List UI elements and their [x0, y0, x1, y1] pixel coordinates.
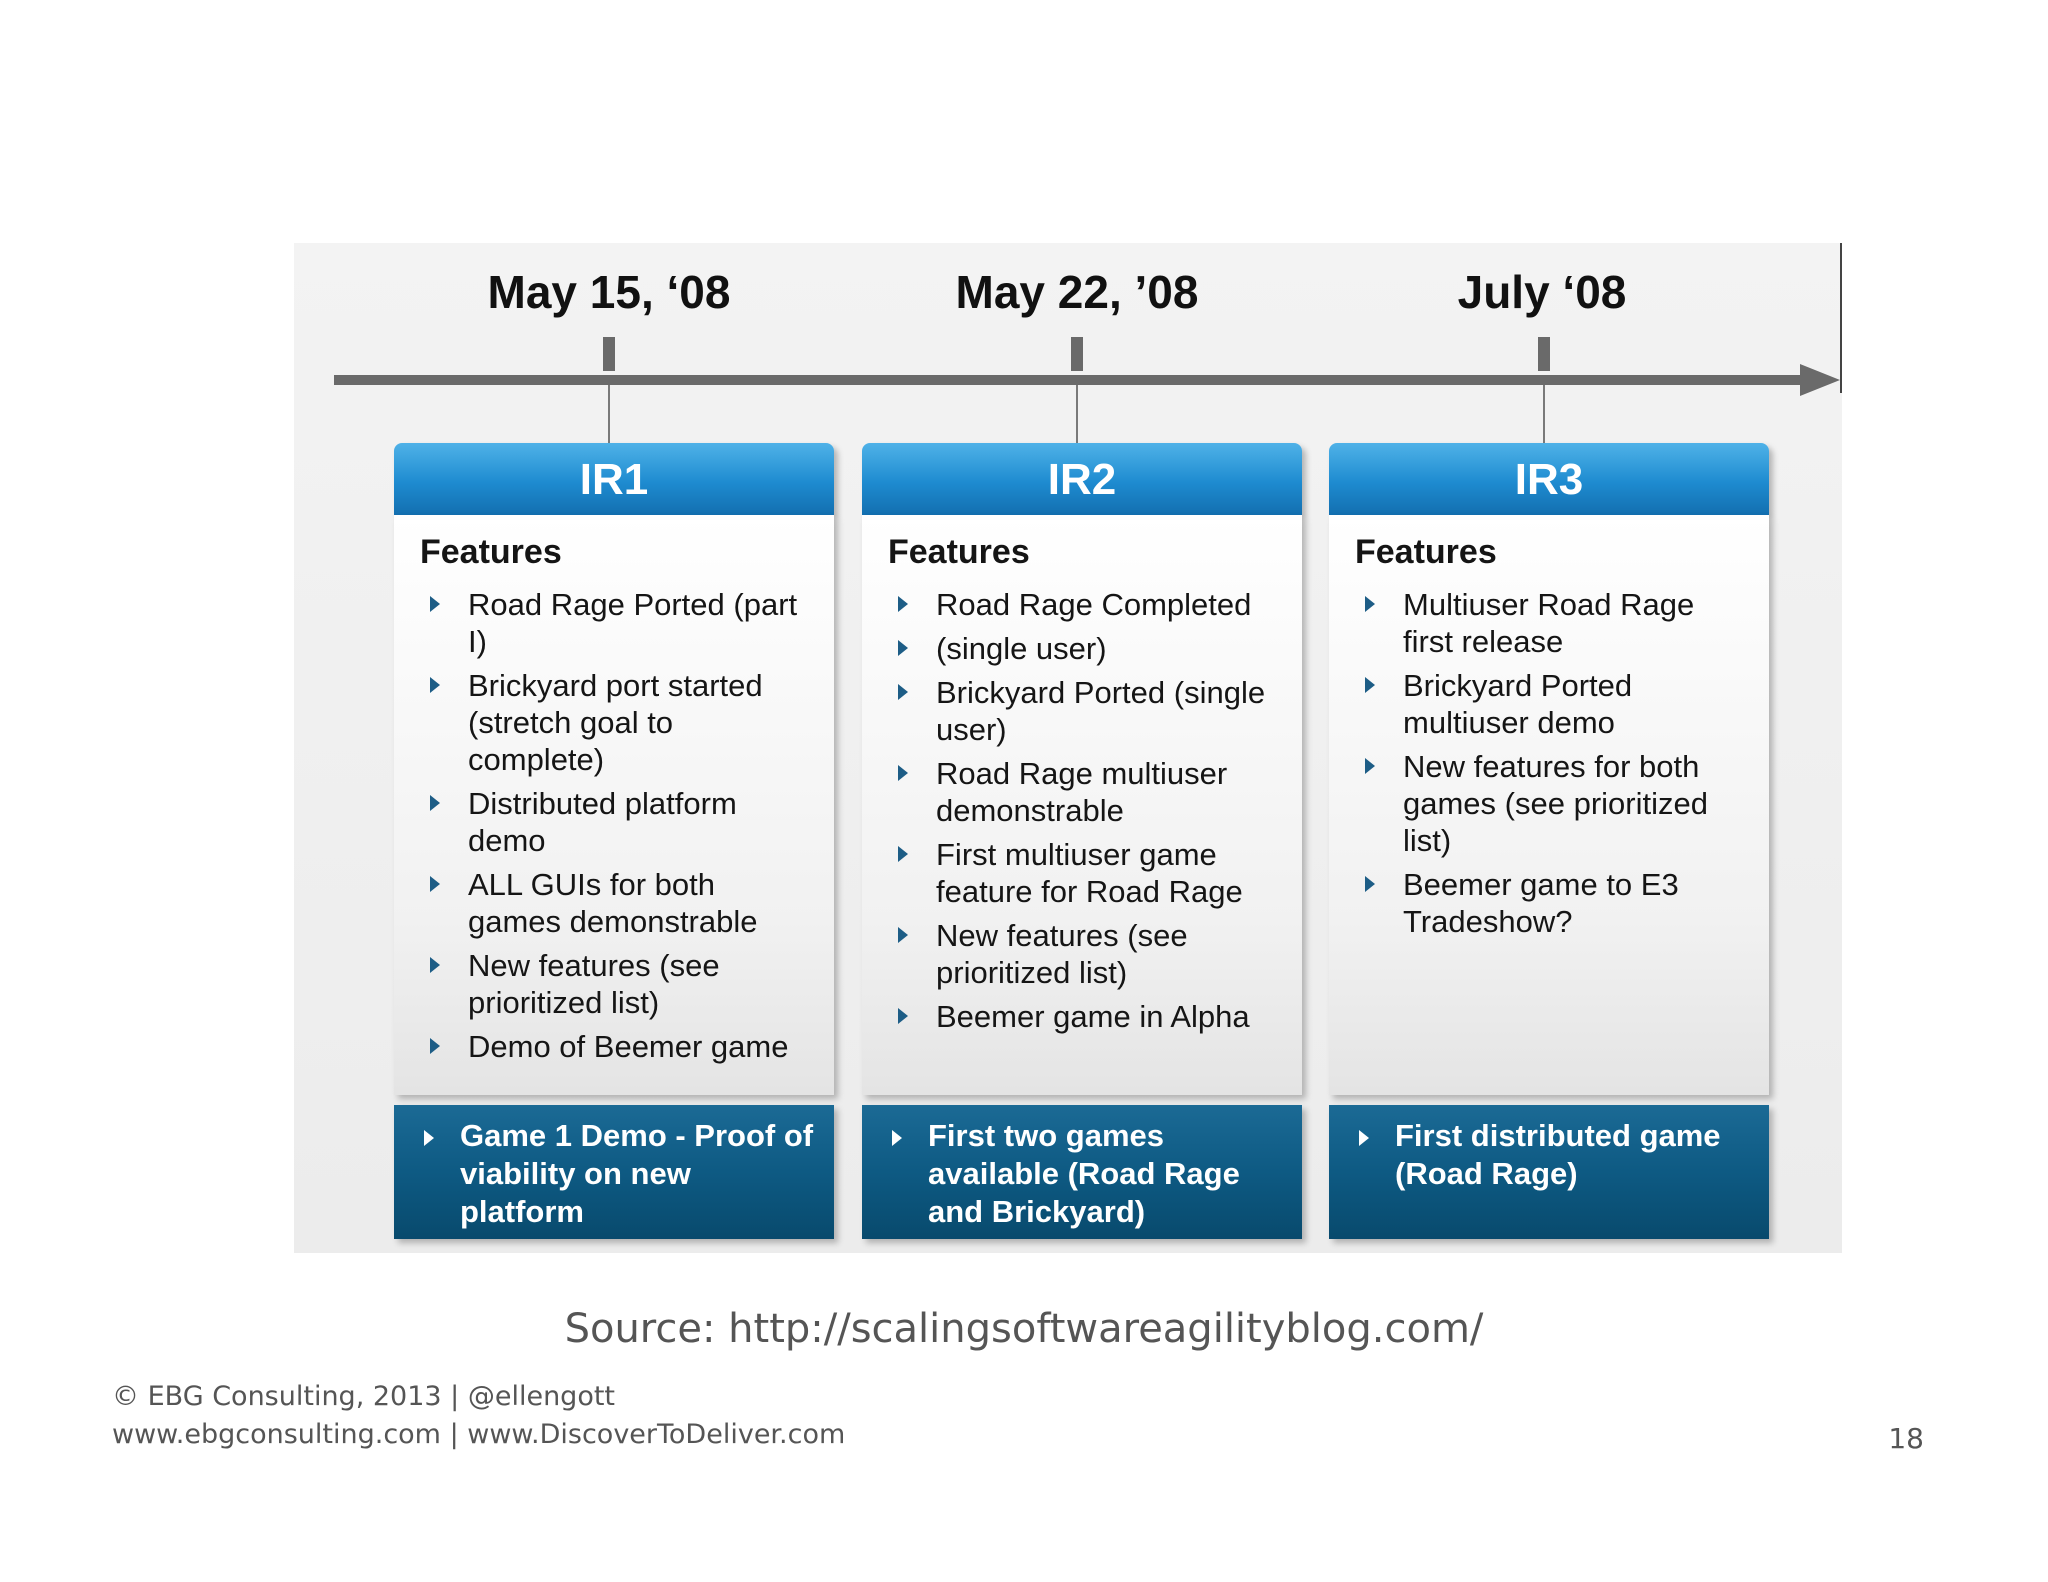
milestone-text: First two games available (Road Rage and Brickyard): [928, 1118, 1240, 1229]
triangle-bullet-icon: [1365, 758, 1375, 774]
release-column-ir1: [394, 443, 834, 1239]
timeline-tick-ir1: [603, 337, 615, 371]
feature-item: [420, 667, 814, 778]
feature-item: [888, 755, 1282, 829]
feature-item: [420, 1028, 814, 1065]
feature-text: Road Rage multiuser demonstrable: [936, 756, 1228, 828]
feature-item: [420, 586, 814, 660]
feature-text: Road Rage Ported (part I): [468, 587, 798, 659]
milestone-panel-ir3: [1329, 1105, 1769, 1239]
triangle-bullet-icon: [898, 1008, 908, 1024]
feature-item: [1355, 667, 1749, 741]
feature-item: [888, 586, 1282, 623]
feature-item: [888, 674, 1282, 748]
feature-text: (single user): [936, 631, 1107, 666]
feature-text: New features (see prioritized list): [936, 918, 1188, 990]
features-title: Features: [888, 533, 1030, 571]
triangle-bullet-icon: [1359, 1130, 1369, 1146]
feature-item: [420, 866, 814, 940]
triangle-bullet-icon: [892, 1130, 902, 1146]
triangle-bullet-icon: [898, 684, 908, 700]
triangle-bullet-icon: [898, 765, 908, 781]
copyright-block: [112, 1378, 845, 1454]
feature-text: Distributed platform demo: [468, 786, 737, 858]
feature-item: [1355, 586, 1749, 660]
feature-text: Road Rage Completed: [936, 587, 1252, 622]
feature-item: [888, 917, 1282, 991]
feature-text: ALL GUIs for both games demonstrable: [468, 867, 758, 939]
triangle-bullet-icon: [430, 596, 440, 612]
features-title: Features: [1355, 533, 1497, 571]
triangle-bullet-icon: [898, 640, 908, 656]
triangle-bullet-icon: [430, 957, 440, 973]
timeline-axis: [334, 375, 1804, 385]
feature-item: [420, 785, 814, 859]
triangle-bullet-icon: [898, 846, 908, 862]
feature-text: Demo of Beemer game: [468, 1029, 789, 1064]
triangle-bullet-icon: [430, 876, 440, 892]
triangle-bullet-icon: [1365, 596, 1375, 612]
feature-text: Brickyard port started (stretch goal to complete): [468, 668, 763, 777]
source-caption: Source: http://scalingsoftwareagilityblog.com/: [564, 1306, 1484, 1352]
feature-item: [888, 998, 1282, 1035]
features-panel-ir1: [394, 515, 834, 1095]
copyright-line: © EBG Consulting, 2013 | @ellengott: [112, 1381, 616, 1412]
features-panel-ir2: [862, 515, 1302, 1095]
triangle-bullet-icon: [430, 1038, 440, 1054]
feature-item: [888, 836, 1282, 910]
feature-text: Brickyard Ported multiuser demo: [1403, 668, 1633, 740]
feature-item: [888, 630, 1282, 667]
feature-text: Brickyard Ported (single user): [936, 675, 1266, 747]
figure-edge-line: [1840, 243, 1842, 393]
feature-text: Multiuser Road Rage first release: [1403, 587, 1695, 659]
milestone-panel-ir2: [862, 1105, 1302, 1239]
timeline-tick-ir2: [1071, 337, 1083, 371]
date-label-ir3: July ‘08: [1457, 266, 1627, 318]
triangle-bullet-icon: [430, 795, 440, 811]
features-panel-ir3: [1329, 515, 1769, 1095]
feature-text: New features (see prioritized list): [468, 948, 720, 1020]
feature-text: First multiuser game feature for Road Rage: [936, 837, 1243, 909]
milestone-text: First distributed game (Road Rage): [1395, 1118, 1721, 1191]
triangle-bullet-icon: [898, 927, 908, 943]
release-column-ir3: [1329, 443, 1769, 1239]
feature-list-ir2: [888, 586, 1282, 1035]
features-title: Features: [420, 533, 562, 571]
feature-text: Beemer game to E3 Tradeshow?: [1403, 867, 1679, 939]
triangle-bullet-icon: [1365, 876, 1375, 892]
feature-item: [420, 947, 814, 1021]
date-label-ir2: May 22, ’08: [955, 266, 1199, 318]
timeline-tick-ir3: [1538, 337, 1550, 371]
date-label-ir1: May 15, ‘08: [487, 266, 731, 318]
feature-text: New features for both games (see prioritized list): [1403, 749, 1708, 858]
triangle-bullet-icon: [898, 596, 908, 612]
feature-text: Beemer game in Alpha: [936, 999, 1250, 1034]
release-header-ir2: IR2: [862, 443, 1302, 515]
feature-list-ir3: [1355, 586, 1749, 940]
release-timeline-figure: [294, 243, 1842, 1253]
triangle-bullet-icon: [430, 677, 440, 693]
connector-ir3: [1543, 385, 1545, 445]
feature-item: [1355, 866, 1749, 940]
page-number: 18: [1888, 1422, 1924, 1455]
connector-ir2: [1076, 385, 1078, 445]
release-column-ir2: [862, 443, 1302, 1239]
triangle-bullet-icon: [424, 1130, 434, 1146]
feature-item: [1355, 748, 1749, 859]
triangle-bullet-icon: [1365, 677, 1375, 693]
feature-list-ir1: [420, 586, 814, 1065]
release-header-ir3: IR3: [1329, 443, 1769, 515]
connector-ir1: [608, 385, 610, 445]
release-header-ir1: IR1: [394, 443, 834, 515]
timeline-arrowhead: [1800, 364, 1840, 396]
milestone-text: Game 1 Demo - Proof of viability on new platform: [460, 1118, 814, 1229]
website-line: www.ebgconsulting.com | www.DiscoverToDeliver.com: [112, 1419, 846, 1450]
milestone-panel-ir1: [394, 1105, 834, 1239]
